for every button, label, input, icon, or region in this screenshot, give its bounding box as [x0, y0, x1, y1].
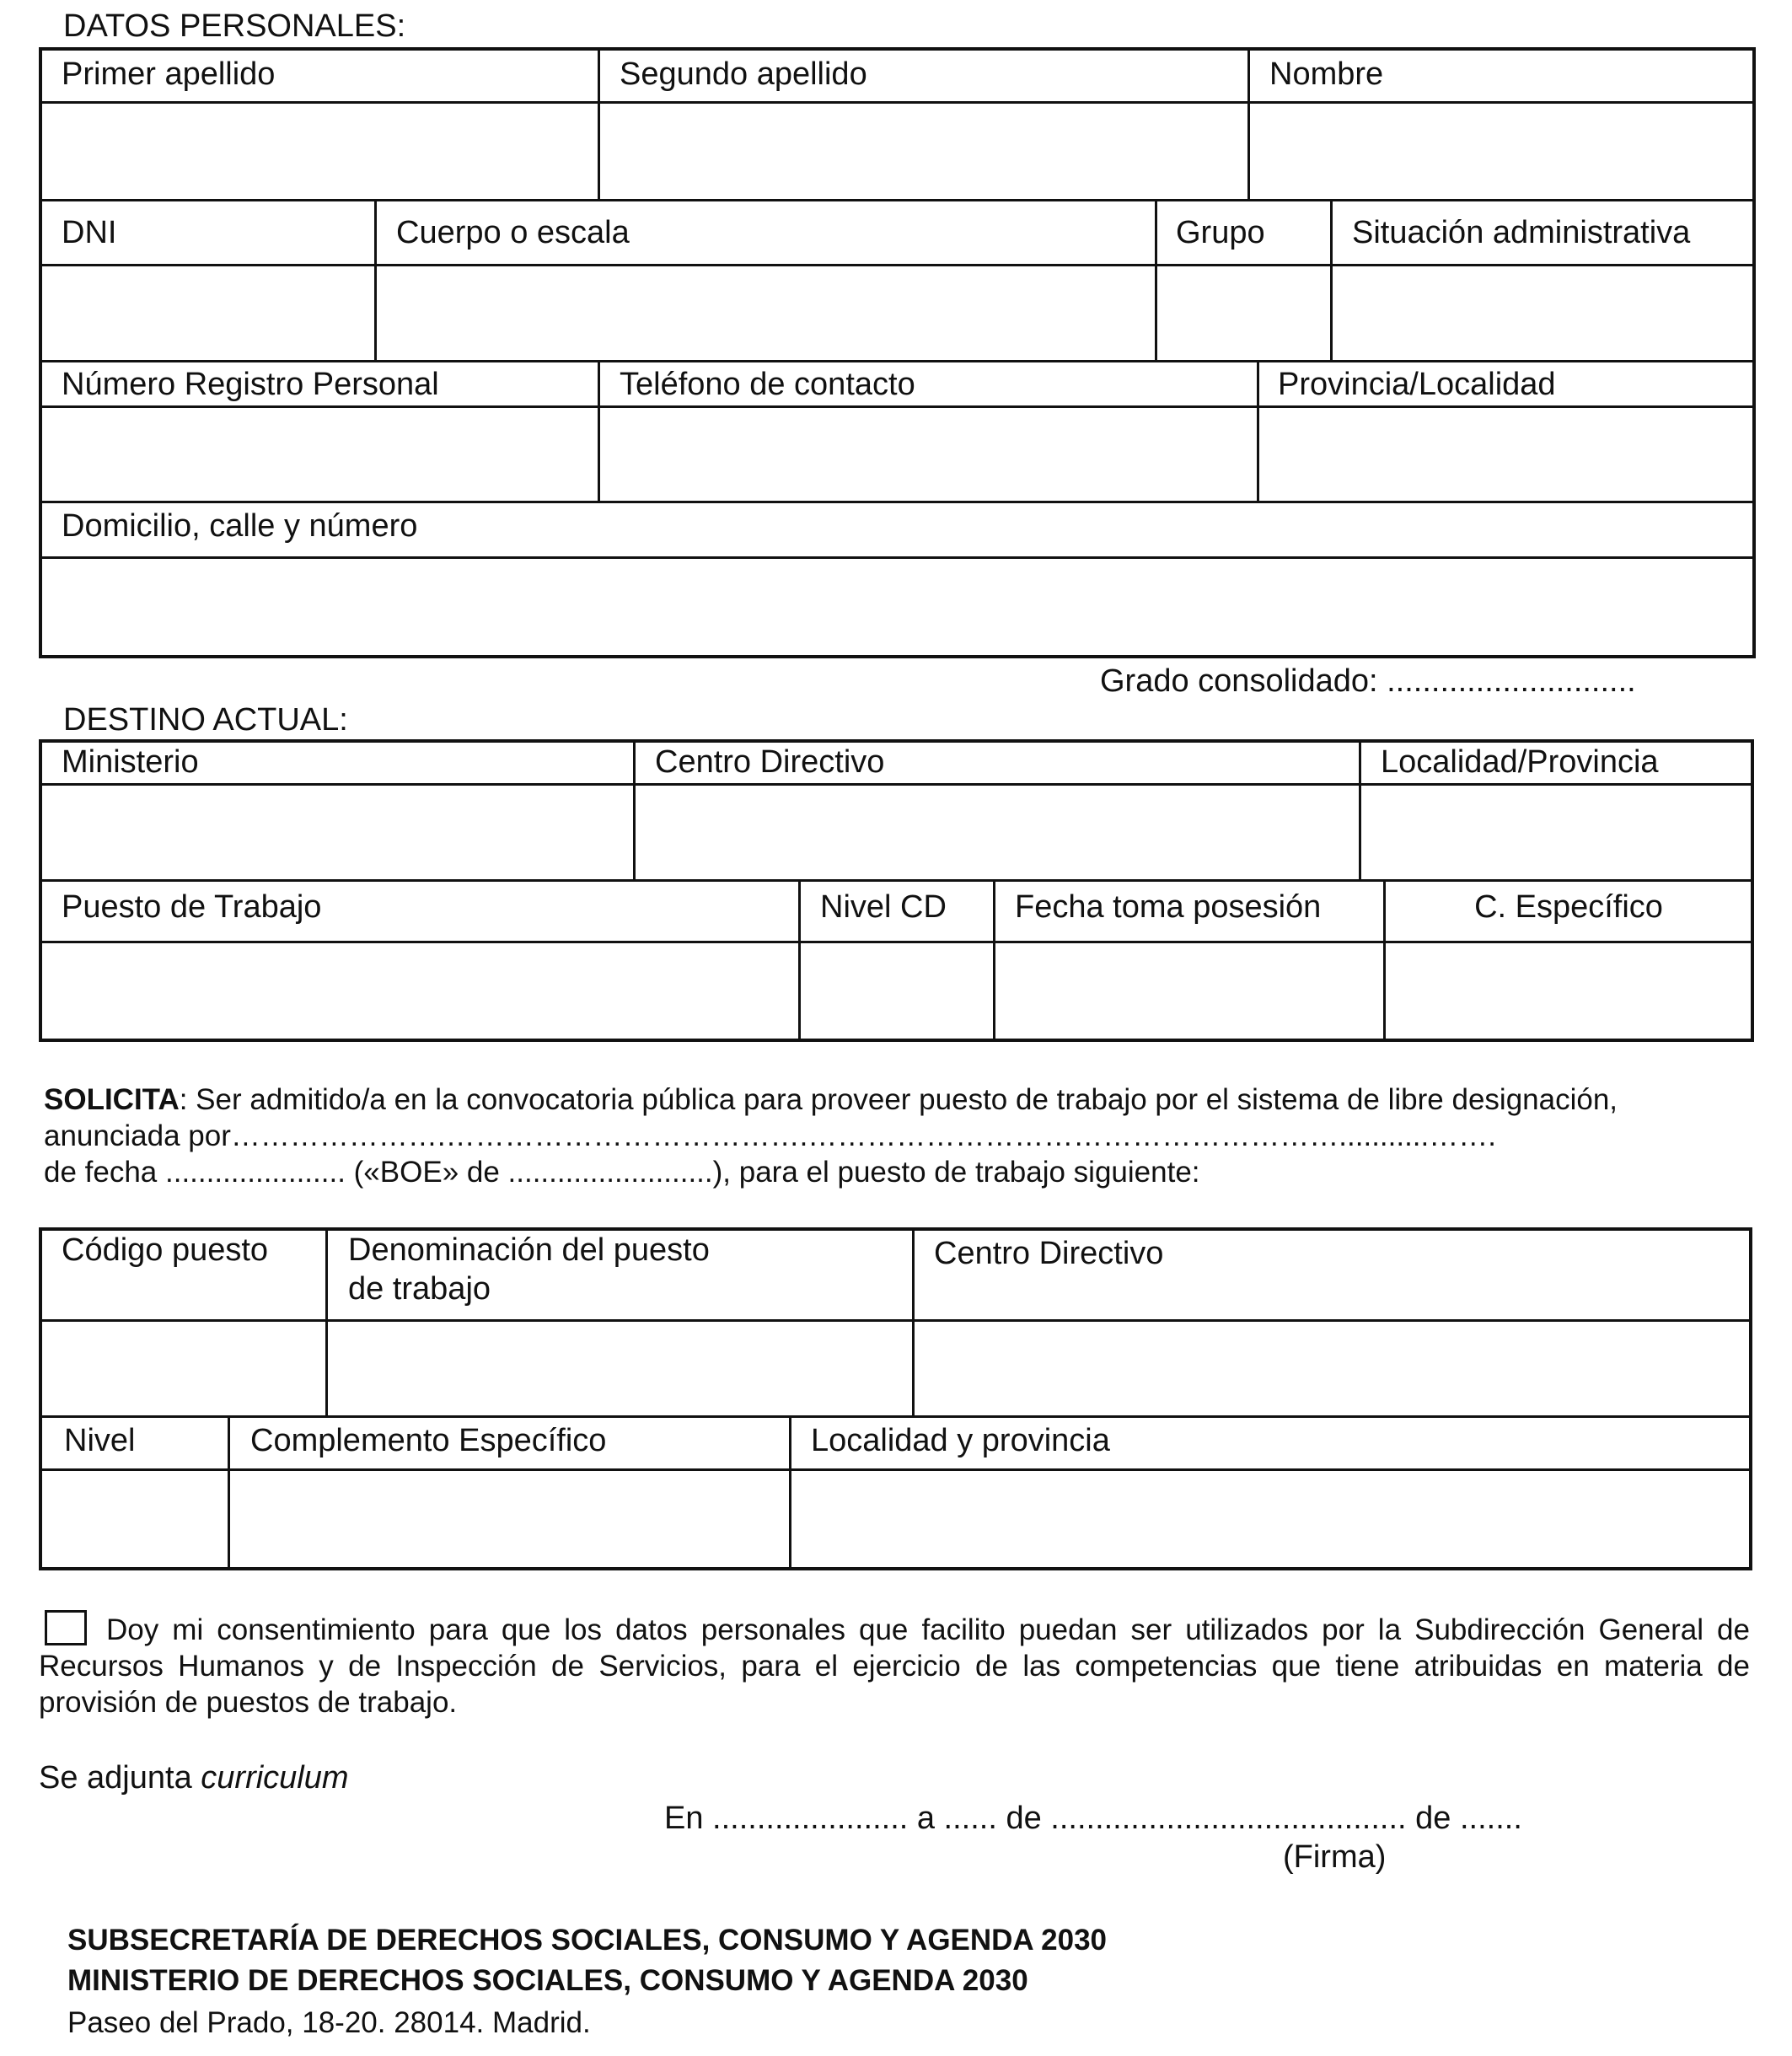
label-telefono-contacto: Teléfono de contacto	[620, 367, 915, 402]
label-nivel: Nivel	[64, 1423, 136, 1458]
consent-line2: Recursos Humanos y de Inspección de Servicios, para el ejercicio de las competencias que tiene atribuidas en materia de	[39, 1650, 1750, 1683]
adjunta-curriculum	[39, 1760, 349, 1797]
grupo-field[interactable]	[1158, 267, 1328, 358]
solicita-line3: de fecha ...................... («BOE» de .........................), para el puesto de trabajo siguiente:	[44, 1156, 1200, 1189]
label-centro-directivo-actual: Centro Directivo	[655, 744, 885, 780]
grado-consolidado: Grado consolidado: ............................	[1100, 663, 1636, 699]
section-heading-destino-actual: DESTINO ACTUAL:	[63, 702, 348, 738]
label-nombre: Nombre	[1269, 56, 1384, 92]
label-grupo: Grupo	[1176, 215, 1265, 250]
label-fecha-toma-posesion: Fecha toma posesión	[1015, 889, 1322, 925]
telefono-contacto-field[interactable]	[601, 409, 1255, 499]
label-centro-directivo-solicitado: Centro Directivo	[934, 1236, 1164, 1271]
c-especifico-field[interactable]	[1387, 944, 1751, 1039]
nivel-field[interactable]	[42, 1472, 226, 1567]
segundo-apellido-field[interactable]	[601, 105, 1246, 197]
solicita-line1: : Ser admitido/a en la convocatoria pública para proveer puesto de trabajo por el sistema de libre designación,	[179, 1083, 1618, 1116]
localidad-provincia-solicitado-field[interactable]	[792, 1472, 1749, 1567]
fecha-toma-posesion-field[interactable]	[996, 944, 1382, 1039]
complemento-especifico-field[interactable]	[231, 1472, 787, 1567]
situacion-administrativa-field[interactable]	[1333, 267, 1752, 358]
label-denominacion-puesto-2: de trabajo	[348, 1271, 491, 1307]
denominacion-puesto-field[interactable]	[329, 1323, 910, 1414]
label-localidad-provincia-actual: Localidad/Provincia	[1381, 744, 1659, 780]
primer-apellido-field[interactable]	[42, 105, 596, 197]
cuerpo-escala-field[interactable]	[378, 267, 1153, 358]
footer-subsecretaria: SUBSECRETARÍA DE DERECHOS SOCIALES, CONSUMO Y AGENDA 2030	[67, 1924, 1107, 1957]
label-segundo-apellido: Segundo apellido	[620, 56, 867, 92]
section-heading-datos-personales: DATOS PERSONALES:	[63, 8, 406, 44]
ministerio-field[interactable]	[42, 786, 631, 878]
nivel-cd-field[interactable]	[802, 944, 991, 1039]
footer-ministerio: MINISTERIO DE DERECHOS SOCIALES, CONSUMO Y AGENDA 2030	[67, 1964, 1028, 1997]
lugar-fecha-line: En ...................... a ...... de ........................................ de .......	[664, 1801, 1522, 1836]
label-primer-apellido: Primer apellido	[62, 56, 276, 92]
centro-directivo-solicitado-field[interactable]	[915, 1323, 1749, 1414]
label-codigo-puesto: Código puesto	[62, 1232, 269, 1268]
puesto-trabajo-field[interactable]	[42, 944, 797, 1039]
solicita-label: SOLICITA	[44, 1083, 180, 1116]
solicita-line2: anunciada por………………….……………………………….………………………………………………...........…….	[44, 1119, 1496, 1152]
nombre-field[interactable]	[1251, 105, 1752, 197]
label-c-especifico: C. Específico	[1474, 889, 1663, 925]
firma-label: (Firma)	[1283, 1839, 1387, 1875]
dni-field[interactable]	[42, 267, 373, 358]
consent-line3: provisión de puestos de trabajo.	[39, 1686, 458, 1719]
label-denominacion-puesto-1: Denominación del puesto	[348, 1232, 710, 1268]
label-situacion-administrativa: Situación administrativa	[1352, 215, 1691, 250]
localidad-provincia-actual-field[interactable]	[1362, 786, 1751, 878]
adjunta-italic: curriculum	[201, 1760, 349, 1796]
centro-directivo-actual-field[interactable]	[636, 786, 1357, 878]
provincia-localidad-field[interactable]	[1260, 409, 1752, 499]
label-dni: DNI	[62, 215, 117, 250]
solicita-paragraph	[44, 1082, 1746, 1190]
label-ministerio: Ministerio	[62, 744, 199, 780]
label-complemento-especifico: Complemento Específico	[250, 1423, 607, 1458]
label-domicilio: Domicilio, calle y número	[62, 508, 418, 544]
label-localidad-provincia-solicitado: Localidad y provincia	[811, 1423, 1110, 1458]
label-numero-registro-personal: Número Registro Personal	[62, 367, 439, 402]
adjunta-prefix: Se adjunta	[39, 1760, 192, 1796]
consent-text	[39, 1612, 1750, 1720]
codigo-puesto-field[interactable]	[42, 1323, 324, 1414]
label-provincia-localidad: Provincia/Localidad	[1278, 367, 1556, 402]
numero-registro-personal-field[interactable]	[42, 409, 596, 499]
label-puesto-trabajo: Puesto de Trabajo	[62, 889, 322, 925]
footer-address: Paseo del Prado, 18-20. 28014. Madrid.	[67, 2006, 591, 2039]
label-cuerpo-escala: Cuerpo o escala	[396, 215, 630, 250]
consent-line1: Doy mi consentimiento para que los datos personales que facilito puedan ser utilizados por la Subdirección General de	[106, 1613, 1750, 1646]
label-nivel-cd: Nivel CD	[820, 889, 947, 925]
domicilio-field[interactable]	[42, 560, 1752, 655]
